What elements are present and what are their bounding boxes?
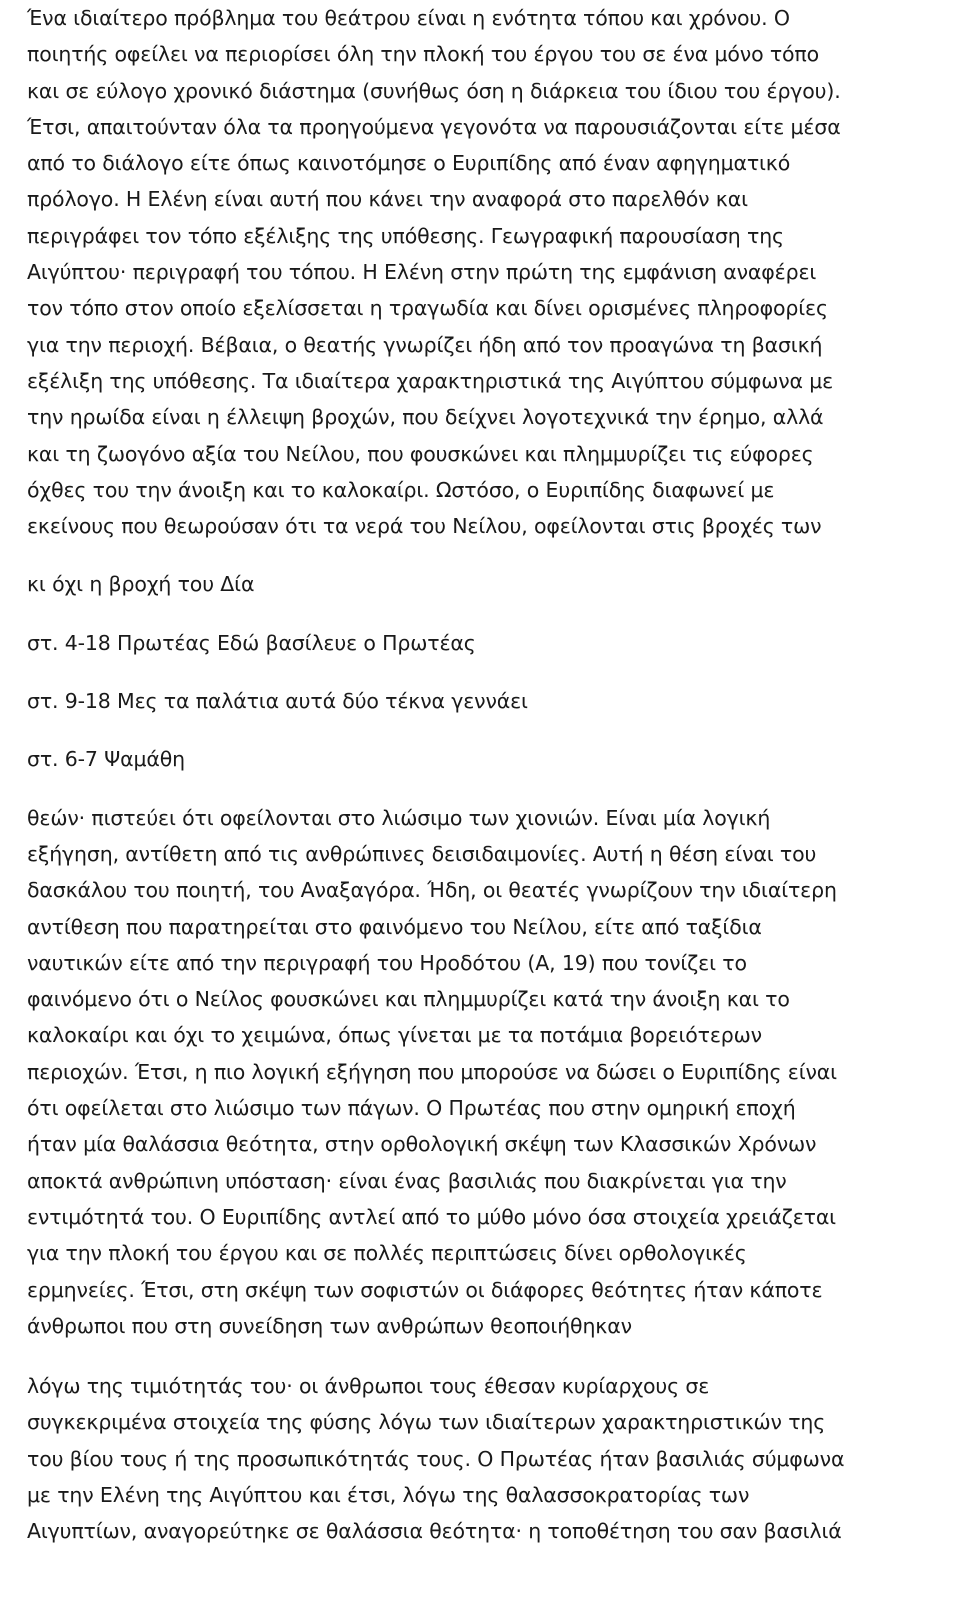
- spacer: [27, 661, 947, 683]
- text-line: εκείνους που θεωρούσαν ότι τα νερά του Νείλου, οφείλονται στις βροχές των: [27, 514, 822, 539]
- spacer: [27, 544, 947, 566]
- text-line: ποιητής οφείλει να περιορίσει όλη την πλοκή του έργου του σε ένα μόνο τόπο: [27, 42, 819, 67]
- text-line: δασκάλου του ποιητή, του Αναξαγόρα. Ήδη, οι θεατές γνωρίζουν την ιδιαίτερη: [27, 878, 837, 903]
- text-line: ήταν μία θαλάσσια θεότητα, στην ορθολογική σκέψη των Κλασσικών Χρόνων: [27, 1132, 817, 1157]
- text-line: Έτσι, απαιτούνταν όλα τα προηγούμενα γεγονότα να παρουσιάζονται είτε μέσα: [27, 114, 841, 139]
- text-line-verse-reference: στ. 6-7 Ψαμάθη: [27, 747, 186, 772]
- text-line: πρόλογο. Η Ελένη είναι αυτή που κάνει την αναφορά στο παρελθόν και: [27, 187, 748, 212]
- text-line: Αιγύπτου· περιγραφή του τόπου. Η Ελένη στην πρώτη της εμφάνιση αναφέρει: [27, 260, 817, 285]
- text-line: συγκεκριμένα στοιχεία της φύσης λόγω των ιδιαίτερων χαρακτηριστικών της: [27, 1410, 826, 1435]
- text-line: φαινόμενο ότι ο Νείλος φουσκώνει και πλημμυρίζει κατά την άνοιξη και το: [27, 987, 790, 1012]
- text-line: ερμηνείες. Έτσι, στη σκέψη των σοφιστών οι διάφορες θεότητες ήταν κάποτε: [27, 1277, 823, 1302]
- paragraph-nile-explanation: [27, 800, 947, 1344]
- spacer: [27, 603, 947, 625]
- spacer: [27, 778, 947, 800]
- text-line-verse-reference: στ. 4-18 Πρωτέας Εδώ βασίλευε ο Πρωτέας: [27, 630, 476, 655]
- text-line: εξέλιξη της υπόθεσης. Τα ιδιαίτερα χαρακτηριστικά της Αιγύπτου σύμφωνα με: [27, 368, 834, 393]
- text-line: περιγράφει τον τόπο εξέλιξης της υπόθεσης. Γεωγραφική παρουσίαση της: [27, 223, 784, 248]
- text-line: ναυτικών είτε από την περιγραφή του Ηροδότου (Α, 19) που τονίζει το: [27, 950, 747, 975]
- text-line: για την πλοκή του έργου και σε πολλές περιπτώσεις δίνει ορθολογικές: [27, 1241, 747, 1266]
- text-line: άνθρωποι που στη συνείδηση των ανθρώπων θεοποιήθηκαν: [27, 1313, 632, 1338]
- text-line: θεών· πιστεύει ότι οφείλονται στο λιώσιμο των χιονιών. Είναι μία λογική: [27, 805, 771, 830]
- text-line: εντιμότητά του. Ο Ευριπίδης αντλεί από το μύθο μόνο όσα στοιχεία χρειάζεται: [27, 1204, 836, 1229]
- text-line: με την Ελένη της Αιγύπτου και έτσι, λόγω της θαλασσοκρατορίας των: [27, 1482, 750, 1507]
- paragraph-egypt-setting: [27, 0, 947, 544]
- text-line: από το διάλογο είτε όπως καινοτόμησε ο Ευριπίδης από έναν αφηγηματικό: [27, 151, 791, 176]
- text-line: όχθες του την άνοιξη και το καλοκαίρι. Ωστόσο, ο Ευριπίδης διαφωνεί με: [27, 477, 775, 502]
- text-line: αντίθεση που παρατηρείται στο φαινόμενο του Νείλου, είτε από ταξίδια: [27, 914, 762, 939]
- text-line: ότι οφείλεται στο λιώσιμο των πάγων. Ο Πρωτέας που στην ομηρική εποχή: [27, 1096, 796, 1121]
- text-line: τον τόπο στον οποίο εξελίσσεται η τραγωδία και δίνει ορισμένες πληροφορίες: [27, 296, 828, 321]
- text-line-zeus-rain: κι όχι η βροχή του Δία: [27, 572, 255, 597]
- text-line: λόγω της τιμιότητάς του· οι άνθρωποι τους έθεσαν κυρίαρχους σε: [27, 1374, 710, 1399]
- text-line: του βίου τους ή της προσωπικότητάς τους. Ο Πρωτέας ήταν βασιλιάς σύμφωνα: [27, 1446, 845, 1471]
- text-line: περιοχών. Έτσι, η πιο λογική εξήγηση που μπορούσε να δώσει ο Ευριπίδης είναι: [27, 1059, 837, 1084]
- text-line: για την περιοχή. Βέβαια, ο θεατής γνωρίζει ήδη από τον προαγώνα τη βασική: [27, 332, 823, 357]
- text-line: Ένα ιδιαίτερο πρόβλημα του θεάτρου είναι η ενότητα τόπου και χρόνου. Ο: [27, 6, 790, 30]
- text-line: και τη ζωογόνο αξία του Νείλου, που φουσκώνει και πλημμυρίζει τις εύφορες: [27, 441, 814, 466]
- spacer: [27, 719, 947, 741]
- paragraph-proteus: [27, 1368, 947, 1549]
- text-line: και σε εύλογο χρονικό διάστημα (συνήθως όση η διάρκεια του ίδιου του έργου).: [27, 78, 841, 103]
- spacer: [27, 1344, 947, 1368]
- text-line: την ηρωίδα είναι η έλλειψη βροχών, που δείχνει λογοτεχνικά την έρημο, αλλά: [27, 405, 824, 430]
- text-line: εξήγηση, αντίθετη από τις ανθρώπινες δεισιδαιμονίες. Αυτή η θέση είναι του: [27, 841, 817, 866]
- text-line-verse-reference: στ. 9-18 Μες τα παλάτια αυτά δύο τέκνα γεννάει: [27, 689, 528, 714]
- text-line: Αιγυπτίων, αναγορεύτηκε σε θαλάσσια θεότητα· η τοποθέτηση του σαν βασιλιά: [27, 1519, 842, 1544]
- text-line: καλοκαίρι και όχι το χειμώνα, όπως γίνεται με τα ποτάμια βορειότερων: [27, 1023, 762, 1048]
- document-page: [27, 0, 947, 1550]
- text-line: αποκτά ανθρώπινη υπόσταση· είναι ένας βασιλιάς που διακρίνεται για την: [27, 1168, 787, 1193]
